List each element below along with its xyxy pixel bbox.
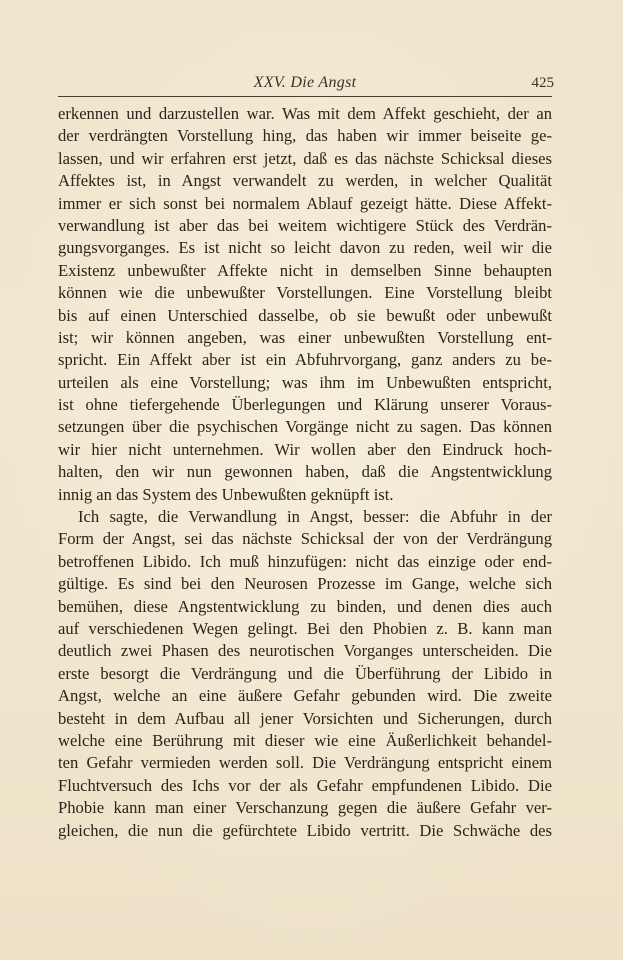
text-line: innig an das System des Unbewußten geknüpft ist. xyxy=(58,484,394,504)
text-line: welche eine Berührung mit dieser wie eine Äußerlichkeit behandel- xyxy=(58,730,552,750)
text-line: immer er sich sonst bei normalem Ablauf gezeigt hätte. Diese Affekt- xyxy=(58,193,552,213)
text-line: verwandlung ist aber das bei weitem wichtigere Stück des Verdrän- xyxy=(58,215,552,235)
text-line: bis auf einen Unterschied dasselbe, ob sie bewußt oder unbewußt xyxy=(58,305,552,325)
running-title: XXV. Die Angst xyxy=(253,74,357,91)
text-line: ten Gefahr vermieden werden soll. Die Verdrängung entspricht einem xyxy=(58,753,552,773)
text-line: erste besorgt die Verdrängung und die Überführung der Libido in xyxy=(58,663,552,683)
text-line: Phobie kann man einer Verschanzung gegen die äußere Gefahr ver- xyxy=(58,798,552,818)
text-line: Fluchtversuch des Ichs vor der als Gefahr empfundenen Libido. Die xyxy=(58,775,552,795)
text-line: können wie die unbewußter Vorstellungen. Eine Vorstellung bleibt xyxy=(58,283,552,303)
body-text xyxy=(58,103,552,842)
text-line: deutlich zwei Phasen des neurotischen Vorganges unterscheiden. Die xyxy=(58,641,552,661)
text-line: gungsvorganges. Es ist nicht so leicht davon zu reden, weil wir die xyxy=(58,238,552,258)
header-rule xyxy=(58,96,552,97)
text-line: Ich sagte, die Verwandlung in Angst, besser: die Abfuhr in der xyxy=(78,507,552,527)
text-line: betroffenen Libido. Ich muß hinzufügen: nicht das einzige oder end- xyxy=(58,551,552,571)
text-line: gültige. Es sind bei den Neurosen Prozesse im Gange, welche sich xyxy=(58,574,552,594)
text-line: Form der Angst, sei das nächste Schicksal der von der Verdrängung xyxy=(58,529,552,549)
text-line: ist ohne tiefergehende Überlegungen und Klärung unserer Voraus- xyxy=(58,395,552,415)
text-line: ist; wir können angeben, was einer unbewußten Vorstellung ent- xyxy=(58,327,552,347)
page-number: 425 xyxy=(531,75,554,91)
text-line: urteilen als eine Vorstellung; was ihm im Unbewußten entspricht, xyxy=(58,372,552,392)
text-line: Existenz unbewußter Affekte nicht in demselben Sinne behaupten xyxy=(58,260,552,280)
text-line: besteht in dem Aufbau all jener Vorsichten und Sicherungen, durch xyxy=(58,708,552,728)
text-line: der verdrängten Vorstellung hing, das haben wir immer beiseite ge- xyxy=(58,126,552,146)
page-header xyxy=(60,74,554,94)
text-line: halten, den wir nun gewonnen haben, daß die Angstentwicklung xyxy=(58,462,552,482)
text-line: Angst, welche an eine äußere Gefahr gebunden wird. Die zweite xyxy=(58,686,552,706)
text-line: auf verschiedenen Wegen gelingt. Bei den Phobien z. B. kann man xyxy=(58,618,552,638)
text-line: spricht. Ein Affekt aber ist ein Abfuhrvorgang, ganz anders zu be- xyxy=(58,350,552,370)
text-line: setzungen über die psychischen Vorgänge nicht zu sagen. Das können xyxy=(58,417,552,437)
paragraph-1 xyxy=(58,103,552,506)
text-line: erkennen und darzustellen war. Was mit dem Affekt geschieht, der an xyxy=(58,104,552,123)
text-line: lassen, und wir erfahren erst jetzt, daß es das nächste Schicksal dieses xyxy=(58,148,552,168)
text-line: wir hier nicht unternehmen. Wir wollen aber den Eindruck hoch- xyxy=(58,439,552,459)
text-line: gleichen, die nun die gefürchtete Libido vertritt. Die Schwäche des xyxy=(58,820,552,840)
text-line: Affektes ist, in Angst verwandelt zu werden, in welcher Qualität xyxy=(58,171,552,191)
text-line: bemühen, diese Angstentwicklung zu binden, und denen dies auch xyxy=(58,596,552,616)
paragraph-2 xyxy=(58,506,552,842)
